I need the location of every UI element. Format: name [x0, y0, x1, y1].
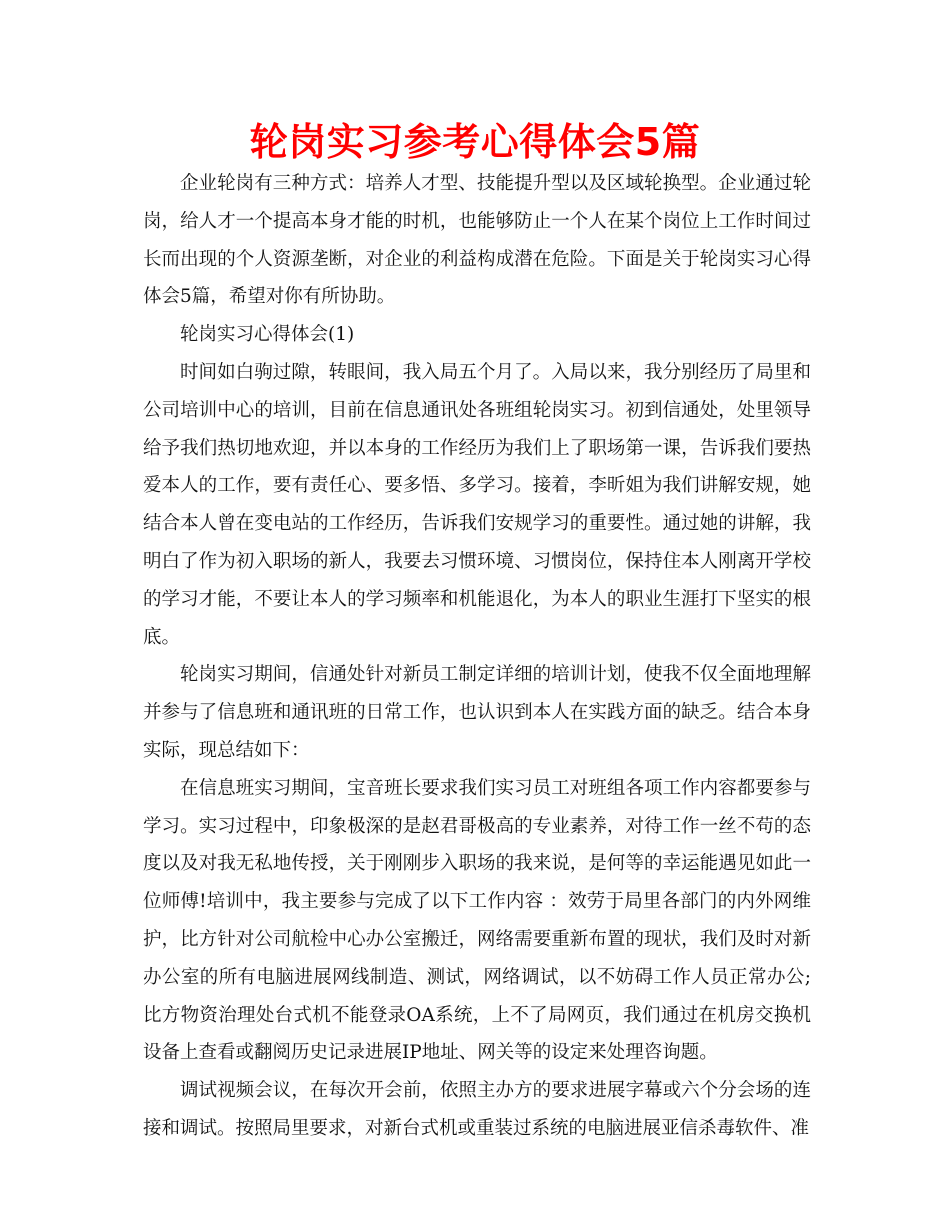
body-paragraph: 在信息班实习期间，宝音班长要求我们实习员工对班组各项工作内容都要参与学习。实习过程中，印象极深的是赵君哥极高的专业素养，对待工作一丝不苟的态度以及对我无私地传授，关于刚刚步入职场的我来说，是何等的幸运能遇见如此一位师傅!培训中，我主要参与完成了以下工作内容 ：效劳于局里各部门的内外网维护，比方针对公司航检中心办公室搬迁，网络需要重新布置的现状，我们及时对新办公室的所有电脑进展网线制造、测试，网络调试，以不妨碍工作人员正常办公;比方物资治理处台式机不能登录OA系统，上不了局网页，我们通过在机房交换机设备上查看或翻阅历史记录进展IP地址、网关等的设定来处理咨询题。: [143, 777, 811, 1064]
intro-paragraph: 企业轮岗有三种方式：培养人才型、技能提升型以及区域轮换型。企业通过轮岗，给人才一个提高本身才能的时机，也能够防止一个人在某个岗位上工作时间过长而出现的个人资源垄断，对企业的利益构成潜在危险。下面是关于轮岗实习心得体会5篇，希望对你有所协助。: [143, 173, 811, 308]
document-title: 轮岗实习参考心得体会5篇: [249, 120, 701, 164]
document-body: [143, 165, 811, 1148]
section-heading: 轮岗实习心得体会(1): [180, 324, 355, 346]
body-paragraph: 时间如白驹过隙，转眼间，我入局五个月了。入局以来，我分别经历了局里和公司培训中心的培训，目前在信息通讯处各班组轮岗实习。初到信通处，处里领导给予我们热切地欢迎，并以本身的工作经历为我们上了职场第一课，告诉我们要热爱本人的工作，要有责任心、要多悟、多学习。接着，李昕姐为我们讲解安规，她结合本人曾在变电站的工作经历，告诉我们安规学习的重要性。通过她的讲解，我明白了作为初入职场的新人，我要去习惯环境、习惯岗位，保持住本人刚离开学校的学习才能，不要让本人的学习频率和机能退化，为本人的职业生涯打下坚实的根底。: [143, 361, 811, 648]
body-paragraph: 轮岗实习期间，信通处针对新员工制定详细的培训计划，使我不仅全面地理解并参与了信息班和通讯班的日常工作，也认识到本人在实践方面的缺乏。结合本身实际，现总结如下：: [143, 664, 811, 761]
body-paragraph: 调试视频会议，在每次开会前，依照主办方的要求进展字幕或六个分会场的连接和调试。按照局里要求，对新台式机或重装过系统的电脑进展亚信杀毒软件、准: [143, 1080, 811, 1139]
